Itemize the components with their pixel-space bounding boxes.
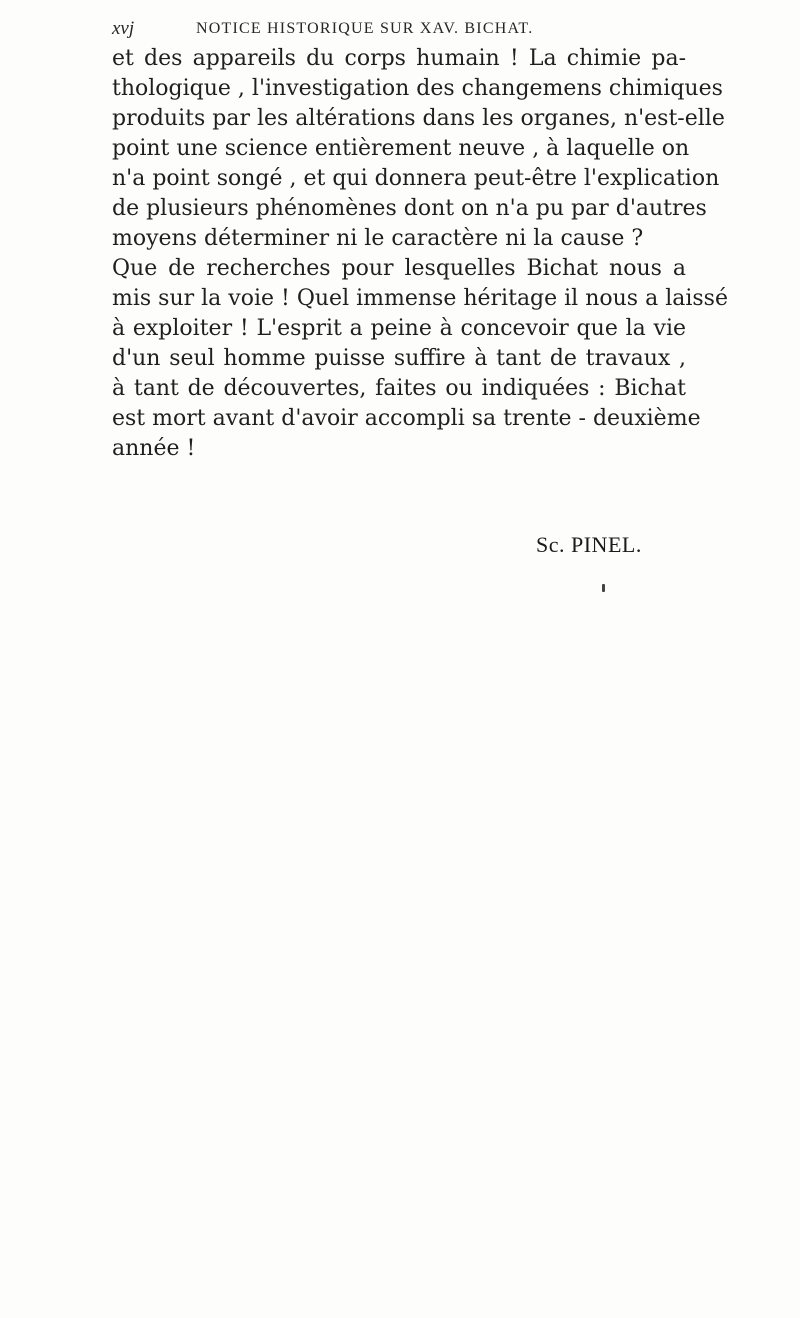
text-line: moyens déterminer ni le caractère ni la cause ? xyxy=(112,226,644,251)
text-line: est mort avant d'avoir accompli sa trente - deuxième xyxy=(112,406,701,431)
text-line: Que de recherches pour lesquelles Bichat nous a xyxy=(112,256,686,281)
text-line: point une science entièrement neuve , à laquelle on xyxy=(112,136,690,161)
ink-speck xyxy=(602,584,605,592)
body-paragraph xyxy=(112,44,728,464)
author-signature: Sc. PINEL. xyxy=(536,532,642,557)
text-line: d'un seul homme puisse suffire à tant de travaux , xyxy=(112,346,686,371)
text-line: mis sur la voie ! Quel immense héritage il nous a laissé xyxy=(112,286,728,311)
text-line: n'a point songé , et qui donnera peut-être l'explication xyxy=(112,166,720,191)
text-line: thologique , l'investigation des changemens chimiques xyxy=(112,76,723,101)
text-line: à tant de découvertes, faites ou indiquées : Bichat xyxy=(112,376,686,401)
running-head xyxy=(112,14,672,44)
text-line: et des appareils du corps humain ! La chimie pa- xyxy=(112,46,686,71)
text-line: produits par les altérations dans les organes, n'est-elle xyxy=(112,106,725,131)
running-title: NOTICE HISTORIQUE SUR XAV. BICHAT. xyxy=(196,20,534,37)
text-line: à exploiter ! L'esprit a peine à concevoir que la vie xyxy=(112,316,686,341)
text-line: de plusieurs phénomènes dont on n'a pu par d'autres xyxy=(112,196,707,221)
page-number: xvj xyxy=(112,18,135,39)
text-line: année ! xyxy=(112,436,196,461)
